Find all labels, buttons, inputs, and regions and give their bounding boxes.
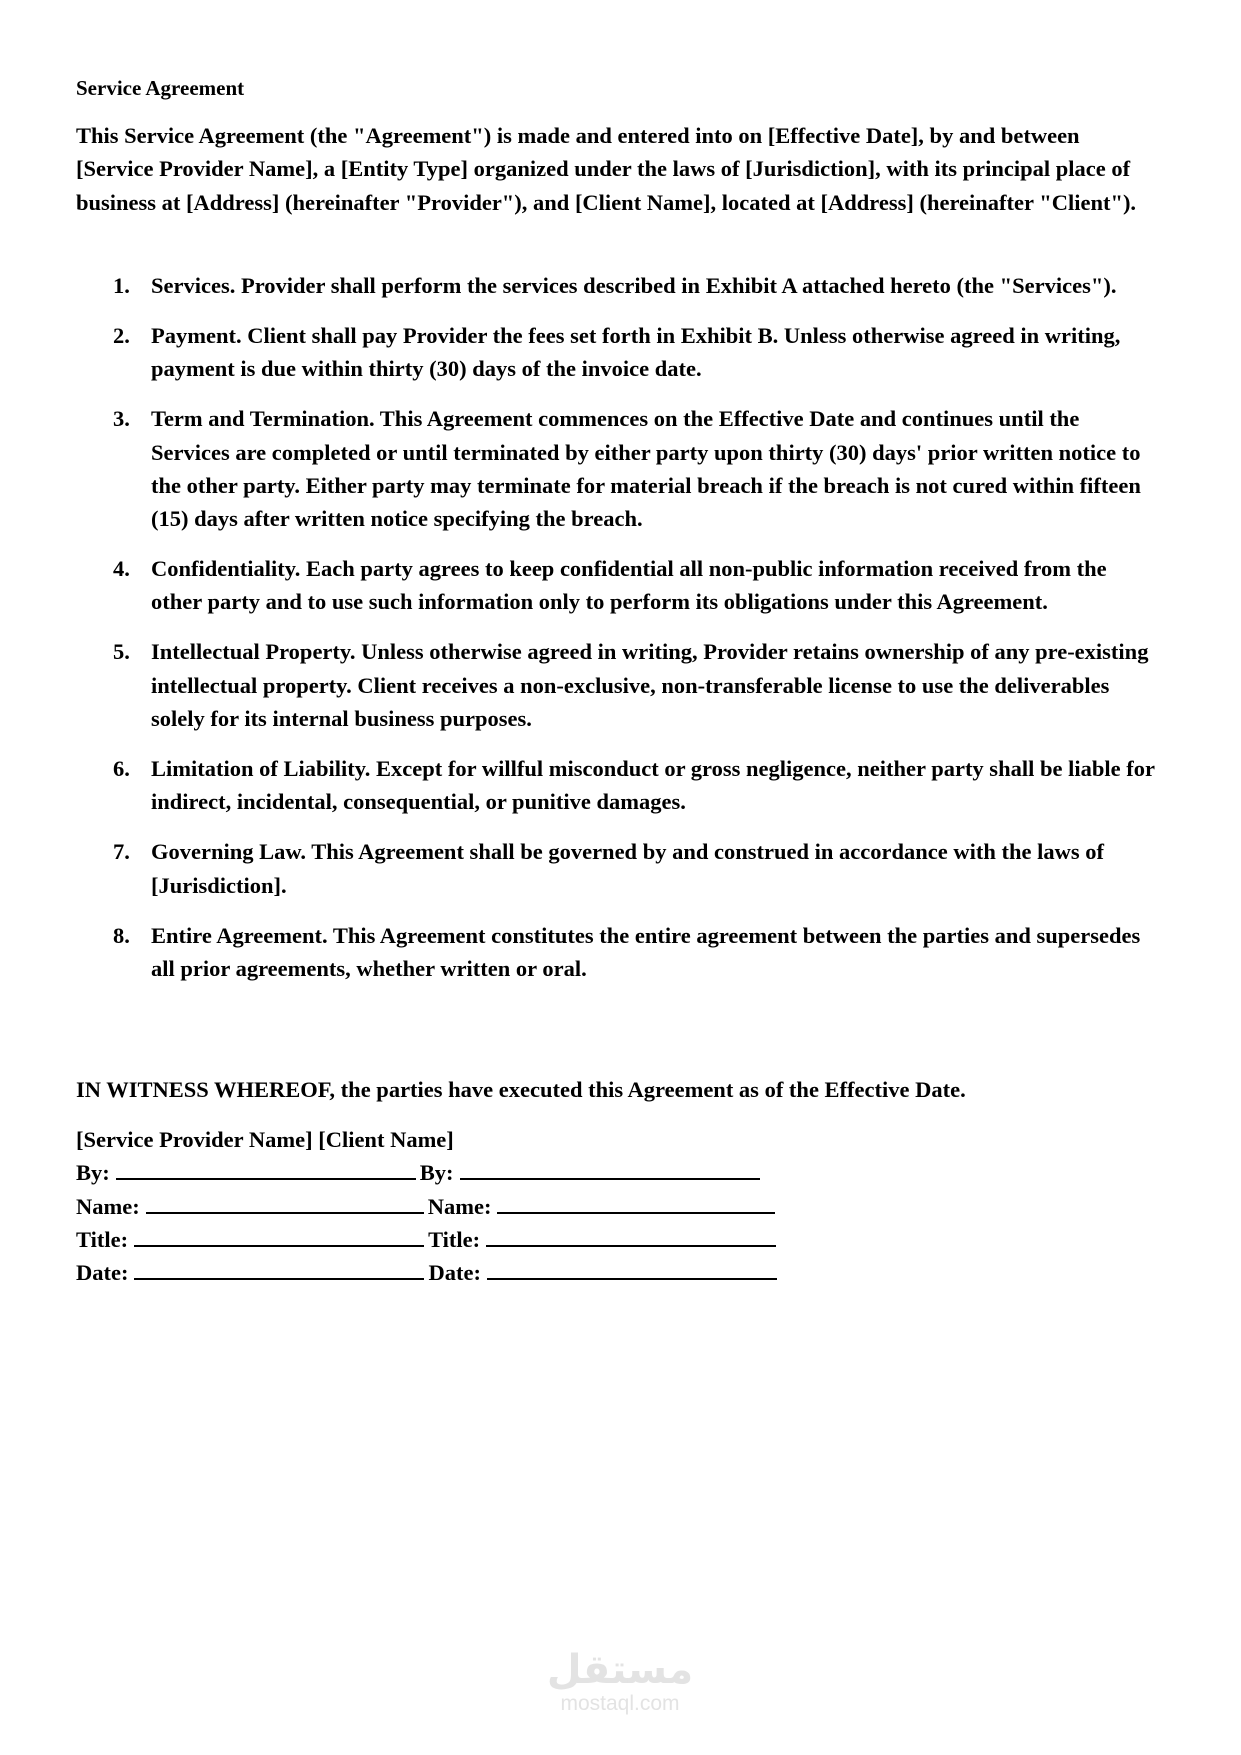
clause-number: 6. <box>113 756 130 781</box>
name-label-client: Name: <box>427 1193 492 1219</box>
document-title: Service Agreement <box>76 76 245 100</box>
clause-number: 7. <box>113 839 130 865</box>
clause-services <box>76 269 1161 302</box>
clause-confidentiality <box>76 552 1161 619</box>
clause-intellectual-property <box>76 635 1161 735</box>
clause-payment <box>76 319 1161 386</box>
clause-limitation-liability <box>76 752 1161 819</box>
by-label-client: By: <box>419 1160 454 1186</box>
clause-number: 5. <box>113 639 130 665</box>
signature-block <box>76 1123 781 1289</box>
witness-statement: IN WITNESS WHEREOF, the parties have executed this Agreement as of the Effective Date. <box>76 1077 966 1102</box>
name-label-provider: Name: <box>76 1193 140 1219</box>
title-blank-provider[interactable] <box>134 1223 424 1247</box>
name-blank-client[interactable] <box>497 1190 775 1214</box>
mostaql-watermark <box>545 1648 695 1716</box>
title-blank-client[interactable] <box>486 1223 776 1247</box>
title-label-client: Title: <box>428 1226 481 1252</box>
clause-term-termination <box>76 402 1161 535</box>
signature-parties: [Service Provider Name] [Client Name] <box>76 1127 454 1152</box>
date-label-client: Date: <box>428 1260 481 1286</box>
date-blank-provider[interactable] <box>134 1256 424 1280</box>
signature-row-title <box>76 1223 781 1256</box>
by-blank-client[interactable] <box>460 1156 760 1180</box>
signature-row-date <box>76 1256 781 1289</box>
clause-text: Intellectual Property. Unless otherwise agreed in writing, Provider retains ownership of any pre-existing intellectual property. Client receives a non-exclusive, non-transferable license to use the deliverables solely for its internal business purposes. <box>151 639 1149 732</box>
clause-text: Term and Termination. This Agreement commences on the Effective Date and continues until the Services are completed or until terminated by either party upon thirty (30) days' prior written notice to the other party. Either party may terminate for material breach if the breach is not cured within fifteen (15) days after written notice specifying the breach. <box>151 406 1141 532</box>
watermark-domain: mostaql.com <box>560 1692 680 1715</box>
clause-list <box>76 269 1161 1002</box>
clause-number: 4. <box>113 556 130 582</box>
signature-row-by <box>76 1156 781 1189</box>
clause-text: Governing Law. This Agreement shall be governed by and construed in accordance with the laws of [Jurisdiction]. <box>151 839 1104 898</box>
clause-text: Limitation of Liability. Except for willful misconduct or gross negligence, neither party shall be liable for indirect, incidental, consequential, or punitive damages. <box>151 756 1155 815</box>
clause-text: Entire Agreement. This Agreement constitutes the entire agreement between the parties and supersedes all prior agreements, whether written or oral. <box>151 922 1141 981</box>
clause-number: 8. <box>113 922 130 948</box>
name-blank-provider[interactable] <box>146 1190 424 1214</box>
clause-entire-agreement <box>76 919 1161 986</box>
signature-row-name <box>76 1190 781 1223</box>
date-blank-client[interactable] <box>487 1256 777 1280</box>
title-label-provider: Title: <box>76 1226 129 1252</box>
clause-number: 1. <box>113 273 130 298</box>
clause-number: 3. <box>113 406 130 432</box>
by-blank-provider[interactable] <box>116 1156 416 1180</box>
clause-number: 2. <box>113 322 130 348</box>
date-label-provider: Date: <box>76 1260 129 1286</box>
intro-paragraph: This Service Agreement (the "Agreement") is made and entered into on [Effective Date], by and between [Service Provider Name], a [Entity Type] organized under the laws of [Jurisdiction], with its principal place of business at [Address] (hereinafter "Provider"), and [Client Name], located at [Address] (hereinafter "Client"). <box>76 123 1137 215</box>
watermark-arabic-logo: مستقل <box>546 1647 694 1693</box>
clause-text: Services. Provider shall perform the services described in Exhibit A attached hereto (the "Services"). <box>151 273 1117 298</box>
clause-governing-law <box>76 835 1161 902</box>
by-label-provider: By: <box>76 1160 110 1186</box>
clause-text: Confidentiality. Each party agrees to keep confidential all non-public information received from the other party and to use such information only to perform its obligations under this Agreement. <box>151 556 1107 615</box>
clause-text: Payment. Client shall pay Provider the fees set forth in Exhibit B. Unless otherwise agreed in writing, payment is due within thirty (30) days of the invoice date. <box>151 322 1121 382</box>
